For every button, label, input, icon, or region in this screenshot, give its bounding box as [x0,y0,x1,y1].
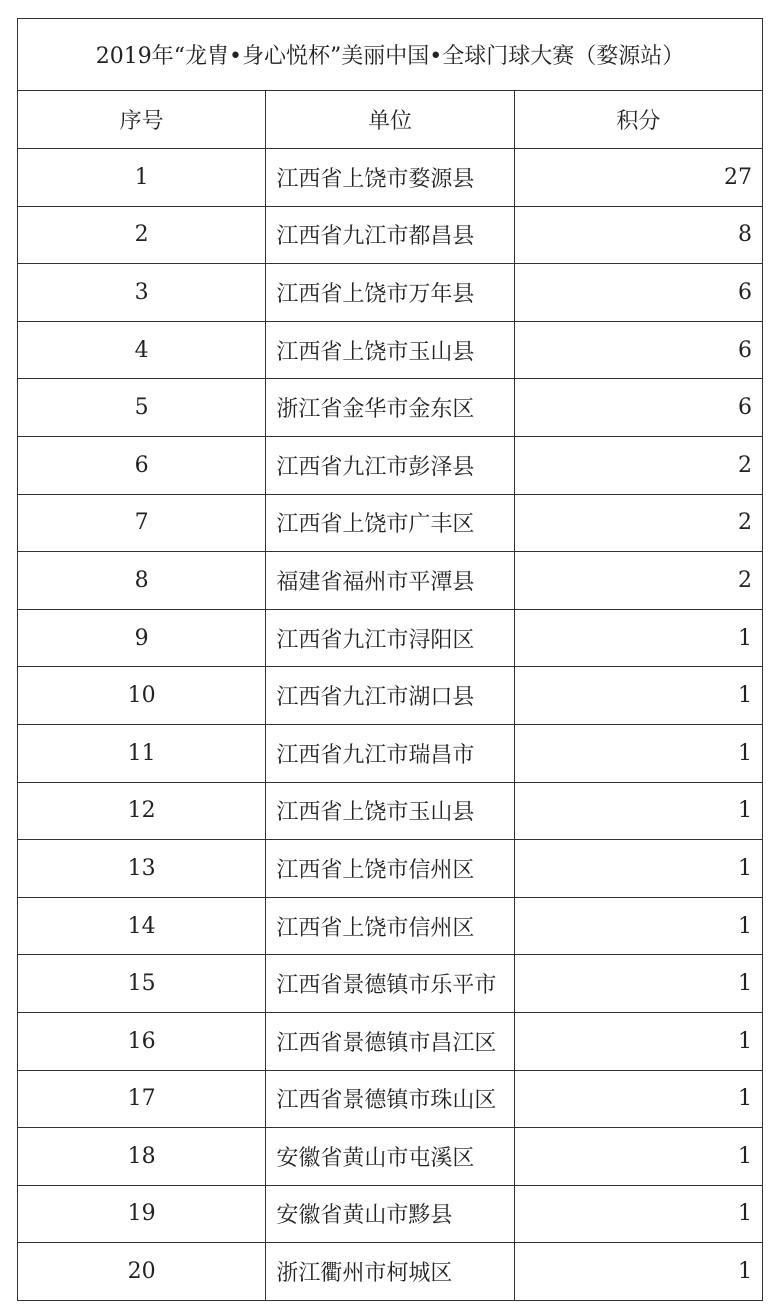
row-index: 16 [18,1012,266,1070]
results-table [17,18,763,1301]
results-document [17,18,763,1301]
row-unit: 江西省景德镇市昌江区 [266,1012,514,1070]
row-index: 10 [18,667,266,725]
table-row [18,724,763,782]
row-score: 1 [514,724,762,782]
row-score: 1 [514,897,762,955]
table-body [18,149,763,1301]
row-unit: 江西省上饶市广丰区 [266,494,514,552]
row-score: 2 [514,552,762,610]
row-score: 1 [514,1243,762,1301]
table-row [18,1128,763,1186]
row-score: 1 [514,667,762,725]
row-score: 2 [514,436,762,494]
row-index: 12 [18,782,266,840]
table-row [18,1243,763,1301]
row-score: 6 [514,321,762,379]
row-unit: 福建省福州市平潭县 [266,552,514,610]
row-index: 13 [18,840,266,898]
row-score: 1 [514,1070,762,1128]
table-row [18,149,763,207]
table-row [18,321,763,379]
row-unit: 江西省上饶市信州区 [266,897,514,955]
row-index: 6 [18,436,266,494]
header-index: 序号 [18,91,266,149]
row-score: 1 [514,1128,762,1186]
row-index: 17 [18,1070,266,1128]
row-score: 2 [514,494,762,552]
row-index: 8 [18,552,266,610]
title-row [18,19,763,91]
table-row [18,840,763,898]
table-row [18,494,763,552]
row-index: 18 [18,1128,266,1186]
table-row [18,264,763,322]
row-unit: 安徽省黄山市屯溪区 [266,1128,514,1186]
row-unit: 江西省上饶市婺源县 [266,149,514,207]
table-row [18,206,763,264]
header-score: 积分 [514,91,762,149]
row-score: 1 [514,609,762,667]
row-score: 6 [514,379,762,437]
table-row [18,667,763,725]
row-index: 4 [18,321,266,379]
row-unit: 安徽省黄山市黟县 [266,1185,514,1243]
row-score: 1 [514,1012,762,1070]
table-row [18,1012,763,1070]
row-score: 1 [514,782,762,840]
row-unit: 江西省九江市彭泽县 [266,436,514,494]
row-unit: 江西省九江市湖口县 [266,667,514,725]
table-row [18,436,763,494]
row-score: 1 [514,1185,762,1243]
table-row [18,1070,763,1128]
row-index: 2 [18,206,266,264]
table-row [18,552,763,610]
row-score: 1 [514,840,762,898]
row-unit: 江西省上饶市玉山县 [266,321,514,379]
row-unit: 江西省九江市都昌县 [266,206,514,264]
row-unit: 江西省上饶市万年县 [266,264,514,322]
row-index: 20 [18,1243,266,1301]
row-index: 5 [18,379,266,437]
row-unit: 江西省景德镇市珠山区 [266,1070,514,1128]
table-title: 2019年“龙胄•身心悦杯”美丽中国•全球门球大赛（婺源站） [18,19,763,91]
row-score: 6 [514,264,762,322]
row-unit: 江西省景德镇市乐平市 [266,955,514,1013]
table-row [18,609,763,667]
row-unit: 江西省九江市浔阳区 [266,609,514,667]
row-score: 27 [514,149,762,207]
table-row [18,782,763,840]
table-row [18,1185,763,1243]
row-unit: 江西省上饶市玉山县 [266,782,514,840]
row-index: 14 [18,897,266,955]
row-unit: 江西省九江市瑞昌市 [266,724,514,782]
row-unit: 浙江衢州市柯城区 [266,1243,514,1301]
row-index: 9 [18,609,266,667]
row-index: 1 [18,149,266,207]
row-index: 15 [18,955,266,1013]
row-index: 19 [18,1185,266,1243]
header-row [18,91,763,149]
row-score: 8 [514,206,762,264]
row-unit: 浙江省金华市金东区 [266,379,514,437]
row-unit: 江西省上饶市信州区 [266,840,514,898]
row-index: 3 [18,264,266,322]
row-score: 1 [514,955,762,1013]
row-index: 7 [18,494,266,552]
table-row [18,379,763,437]
table-row [18,955,763,1013]
header-unit: 单位 [266,91,514,149]
row-index: 11 [18,724,266,782]
table-row [18,897,763,955]
